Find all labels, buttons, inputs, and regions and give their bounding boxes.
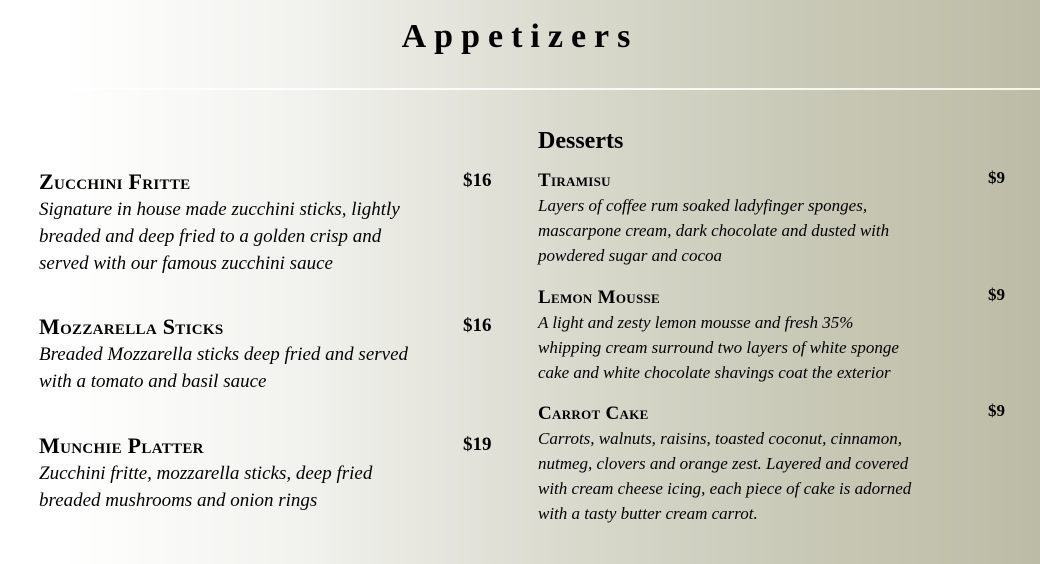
item-description: Carrots, walnuts, raisins, toasted coconut, cinnamon, nutmeg, clovers and orange zest. Layered and covered with cream cheese icing, each piece of cake is adorned with a tasty butter cream carrot.: [538, 429, 912, 523]
item-name: Mozzarella Sticks: [39, 314, 224, 339]
menu-item-lemon-mousse: [538, 287, 1018, 385]
item-price: $9: [988, 168, 1005, 187]
item-name: Carrot Cake: [538, 403, 649, 424]
menu-item-zucchini-fritte: [39, 170, 499, 277]
item-name: Lemon Mousse: [538, 287, 661, 308]
menu-item-carrot-cake: [538, 403, 1018, 526]
menu-item-mozzarella-sticks: [39, 315, 499, 395]
item-description: Signature in house made zucchini sticks, lightly breaded and deep fried to a golden crisp and served with our famous zucchini sauce: [39, 199, 400, 274]
item-name: Tiramisu: [538, 170, 611, 191]
title-divider: [0, 88, 1040, 90]
menu-item-tiramisu: [538, 170, 1018, 268]
item-price: $16: [463, 170, 492, 191]
menu-item-munchie-platter: [39, 434, 499, 514]
item-description: Layers of coffee rum soaked ladyfinger sponges, mascarpone cream, dark chocolate and dusted with powdered sugar and cocoa: [538, 196, 890, 265]
page-title: Appetizers: [401, 18, 639, 55]
item-price: $9: [988, 285, 1005, 304]
item-name: Zucchini Fritte: [39, 169, 191, 194]
item-price: $19: [463, 434, 492, 455]
item-description: A light and zesty lemon mousse and fresh 35% whipping cream surround two layers of white sponge cake and white chocolate shavings coat the exterior: [538, 313, 899, 382]
desserts-heading: Desserts: [538, 128, 624, 154]
item-description: Zucchini fritte, mozzarella sticks, deep fried breaded mushrooms and onion rings: [39, 463, 373, 511]
item-price: $9: [988, 401, 1005, 420]
item-name: Munchie Platter: [39, 433, 204, 458]
item-price: $16: [463, 315, 492, 336]
item-description: Breaded Mozzarella sticks deep fried and served with a tomato and basil sauce: [39, 344, 409, 392]
